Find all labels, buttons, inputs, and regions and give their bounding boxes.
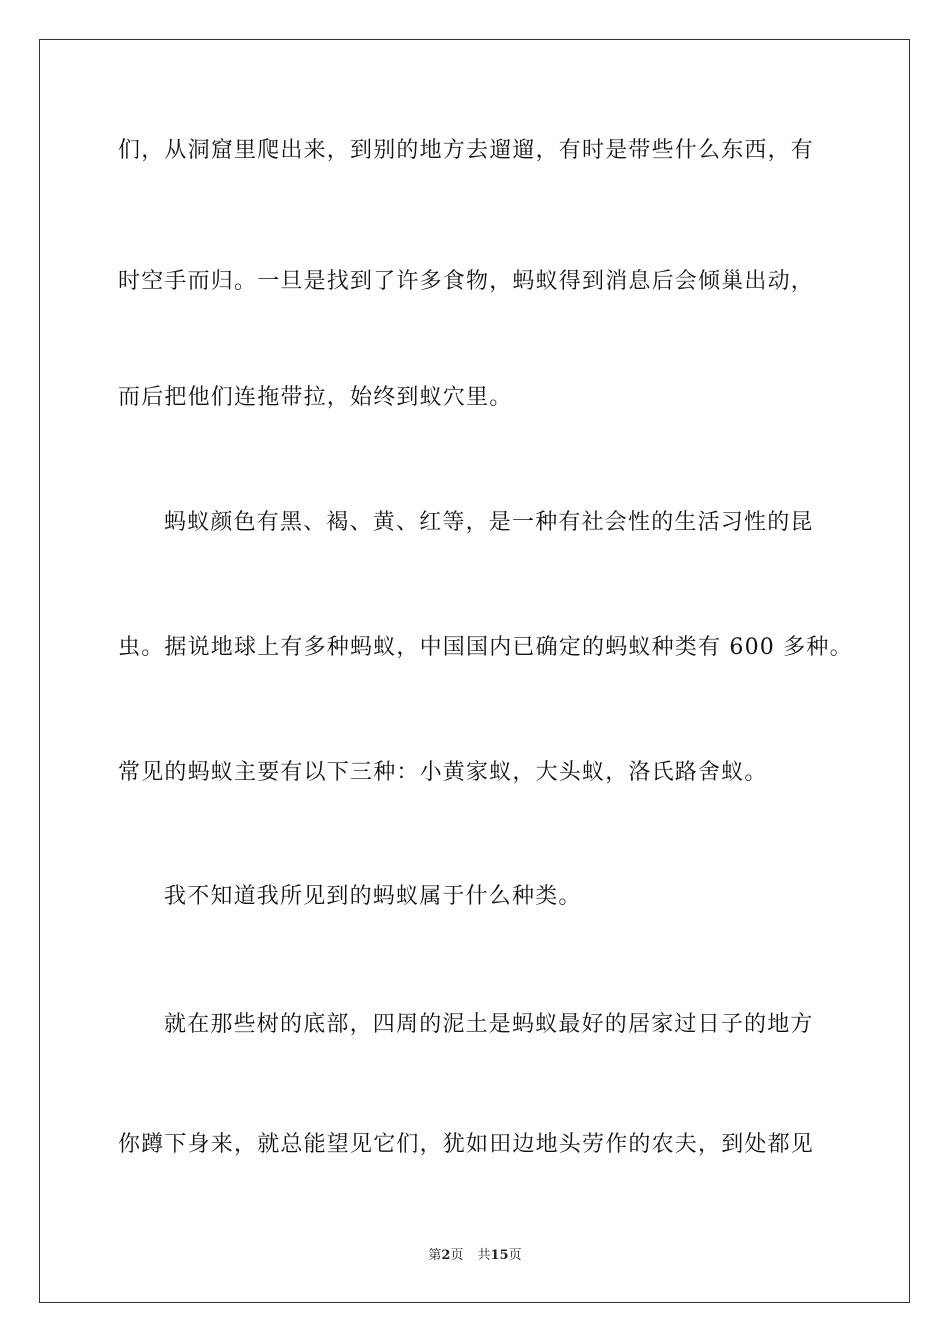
- paragraph-line-3: 而后把他们连拖带拉，始终到蚁穴里。: [118, 385, 513, 410]
- paragraph-line-1: 们，从洞窟里爬出来，到别的地方去遛遛，有时是带些什么东西，有: [118, 138, 815, 163]
- total-prefix: 共: [477, 1248, 491, 1263]
- page-border: [39, 39, 910, 1303]
- page-footer: [0, 1247, 950, 1265]
- total-suffix: 页: [508, 1248, 522, 1263]
- total-pages: 15: [490, 1248, 509, 1263]
- paragraph-line-9: 你蹲下身来，就总能望见它们，犹如田边地头劳作的农夫，到处都见: [118, 1132, 815, 1157]
- paragraph-line-4: 蚂蚁颜色有黑、褐、黄、红等，是一种有社会性的生活习性的昆: [164, 510, 814, 535]
- page-suffix: 页: [450, 1248, 464, 1263]
- paragraph-line-2: 时空手而归。一旦是找到了许多食物，蚂蚁得到消息后会倾巢出动，: [118, 269, 815, 294]
- paragraph-line-6: 常见的蚂蚁主要有以下三种：小黄家蚁，大头蚁，洛氏路舍蚁。: [118, 760, 768, 785]
- page-prefix: 第: [428, 1248, 442, 1263]
- paragraph-line-7: 我不知道我所见到的蚂蚁属于什么种类。: [164, 884, 582, 909]
- paragraph-line-5: 虫。据说地球上有多种蚂蚁，中国国内已确定的蚂蚁种类有 600 多种。: [118, 635, 853, 660]
- page-number: 2: [441, 1248, 451, 1263]
- paragraph-line-8: 就在那些树的底部，四周的泥土是蚂蚁最好的居家过日子的地方: [164, 1012, 814, 1037]
